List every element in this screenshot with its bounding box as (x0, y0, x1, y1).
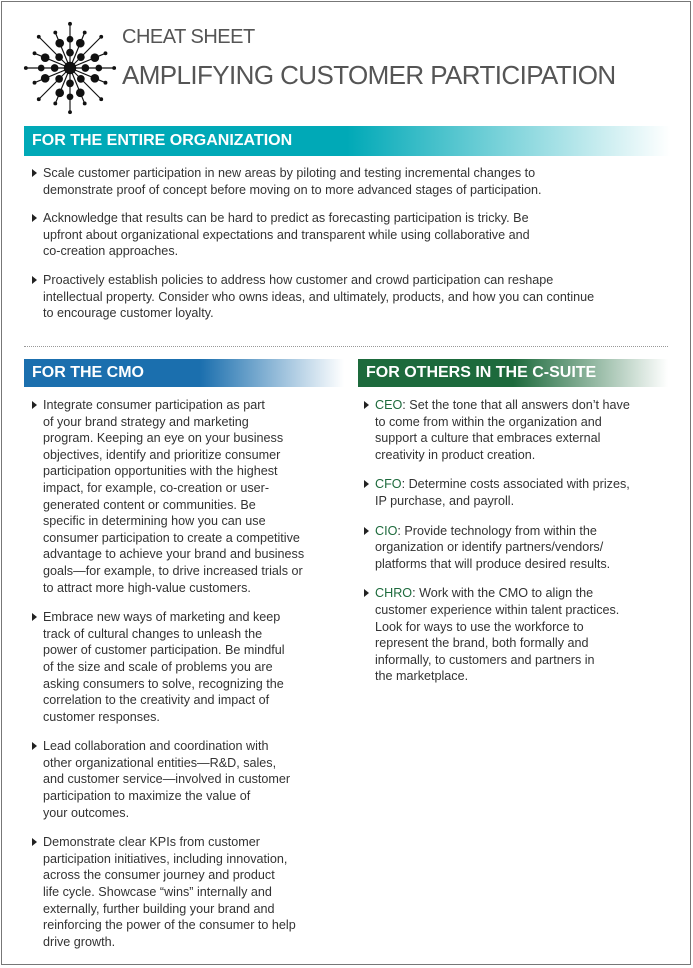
heading-text: FOR THE CMO (32, 364, 144, 381)
list-item (32, 738, 347, 821)
list-item (364, 476, 679, 509)
bullet-arrow-icon (364, 401, 369, 409)
cheat-sheet-page (1, 1, 691, 965)
role-label: CEO (375, 398, 403, 412)
item-text: Acknowledge that results can be hard to predict as forecasting participation is tricky. Be upfront about organizational expectations and transparent while using collaborative and co-creation approaches. (43, 211, 530, 259)
item-text: : Work with the CMO to align the customer experience within talent practices. Look for ways to use the workforce to represent the brand, both formally and informally, to customers and partners in the marketplace. (375, 586, 620, 684)
bullet-arrow-icon (32, 401, 37, 409)
role-label: CHRO (375, 586, 413, 601)
list-item (32, 165, 677, 198)
section-heading-organization (24, 126, 670, 156)
bullet-arrow-icon (364, 480, 369, 488)
list-item (364, 585, 679, 685)
item-text: Demonstrate clear KPIs from customer participation initiatives, including innovation, across the consumer journey and product life cycle. Showcase “wins” internally and externally, further building your brand and reinforcing the power of the consumer to help drive growth. (43, 835, 296, 949)
bullet-arrow-icon (32, 276, 37, 284)
item-text: : Set the tone that all answers don’t have to come from within the organization and support a culture that embraces external creativity in product creation. (375, 398, 630, 462)
item-text: Proactively establish policies to address how customer and crowd participation can reshape intellectual property. Consider who owns ideas, and ultimately, products, and how you can continue to encourage customer loyalty. (43, 272, 595, 321)
heading-text: FOR THE ENTIRE ORGANIZATION (32, 132, 293, 149)
role-label: CIO (375, 523, 398, 538)
section-heading-csuite (358, 359, 668, 387)
cmo-list (32, 397, 347, 963)
item-text: Lead collaboration and coordination with other organizational entities—R&D, sales, and customer service—involved in customer participation to maximize the value of your outcomes. (43, 739, 291, 820)
role-label: CFO (375, 477, 402, 492)
item-text: Integrate consumer participation as part of your brand strategy and marketing program. Keeping an eye on your business objectives, identify and prioritize consumer participation opportunities with the highest impact, for example, co-creation or user- generated content or communities. Be specific in determining how you can use consumer participation to create a competitive advantage to achieve your brand and business goals—for example, to drive increased trials or to attract more high-value customers. (43, 398, 305, 595)
organization-list (32, 165, 677, 334)
list-item (32, 609, 347, 725)
list-item (32, 397, 347, 596)
bullet-arrow-icon (32, 169, 37, 177)
section-heading-cmo (24, 359, 344, 387)
bullet-arrow-icon (32, 214, 37, 222)
list-item (364, 397, 679, 463)
page-title: AMPLIFYING CUSTOMER PARTICIPATION (122, 60, 616, 90)
item-text: Scale customer participation in new areas by piloting and testing incremental changes to demonstrate proof of concept before moving on to more advanced stages of participation. (43, 166, 542, 197)
list-item (32, 834, 347, 950)
list-item (32, 210, 677, 260)
item-text: Embrace new ways of marketing and keep track of cultural changes to unleash the power of customer participation. Be mindful of the size and scale of problems you are asking consumers to solve, recognizing the correlation to the creativity and impact of customer responses. (43, 610, 285, 724)
starburst-logo-icon (22, 20, 118, 116)
kicker: CHEAT SHEET (122, 26, 255, 48)
list-item (32, 272, 677, 322)
bullet-arrow-icon (364, 589, 369, 597)
bullet-arrow-icon (32, 838, 37, 846)
divider (24, 346, 668, 347)
item-text: : Determine costs associated with prizes, IP purchase, and payroll. (375, 477, 630, 508)
bullet-arrow-icon (364, 527, 369, 535)
heading-text: FOR OTHERS IN THE C-SUITE (366, 364, 597, 381)
bullet-arrow-icon (32, 613, 37, 621)
bullet-arrow-icon (32, 742, 37, 750)
item-text: : Provide technology from within the organization or identify partners/vendors/ platforms that will produce desired results. (375, 523, 611, 571)
list-item (364, 523, 679, 573)
csuite-list (364, 397, 679, 698)
